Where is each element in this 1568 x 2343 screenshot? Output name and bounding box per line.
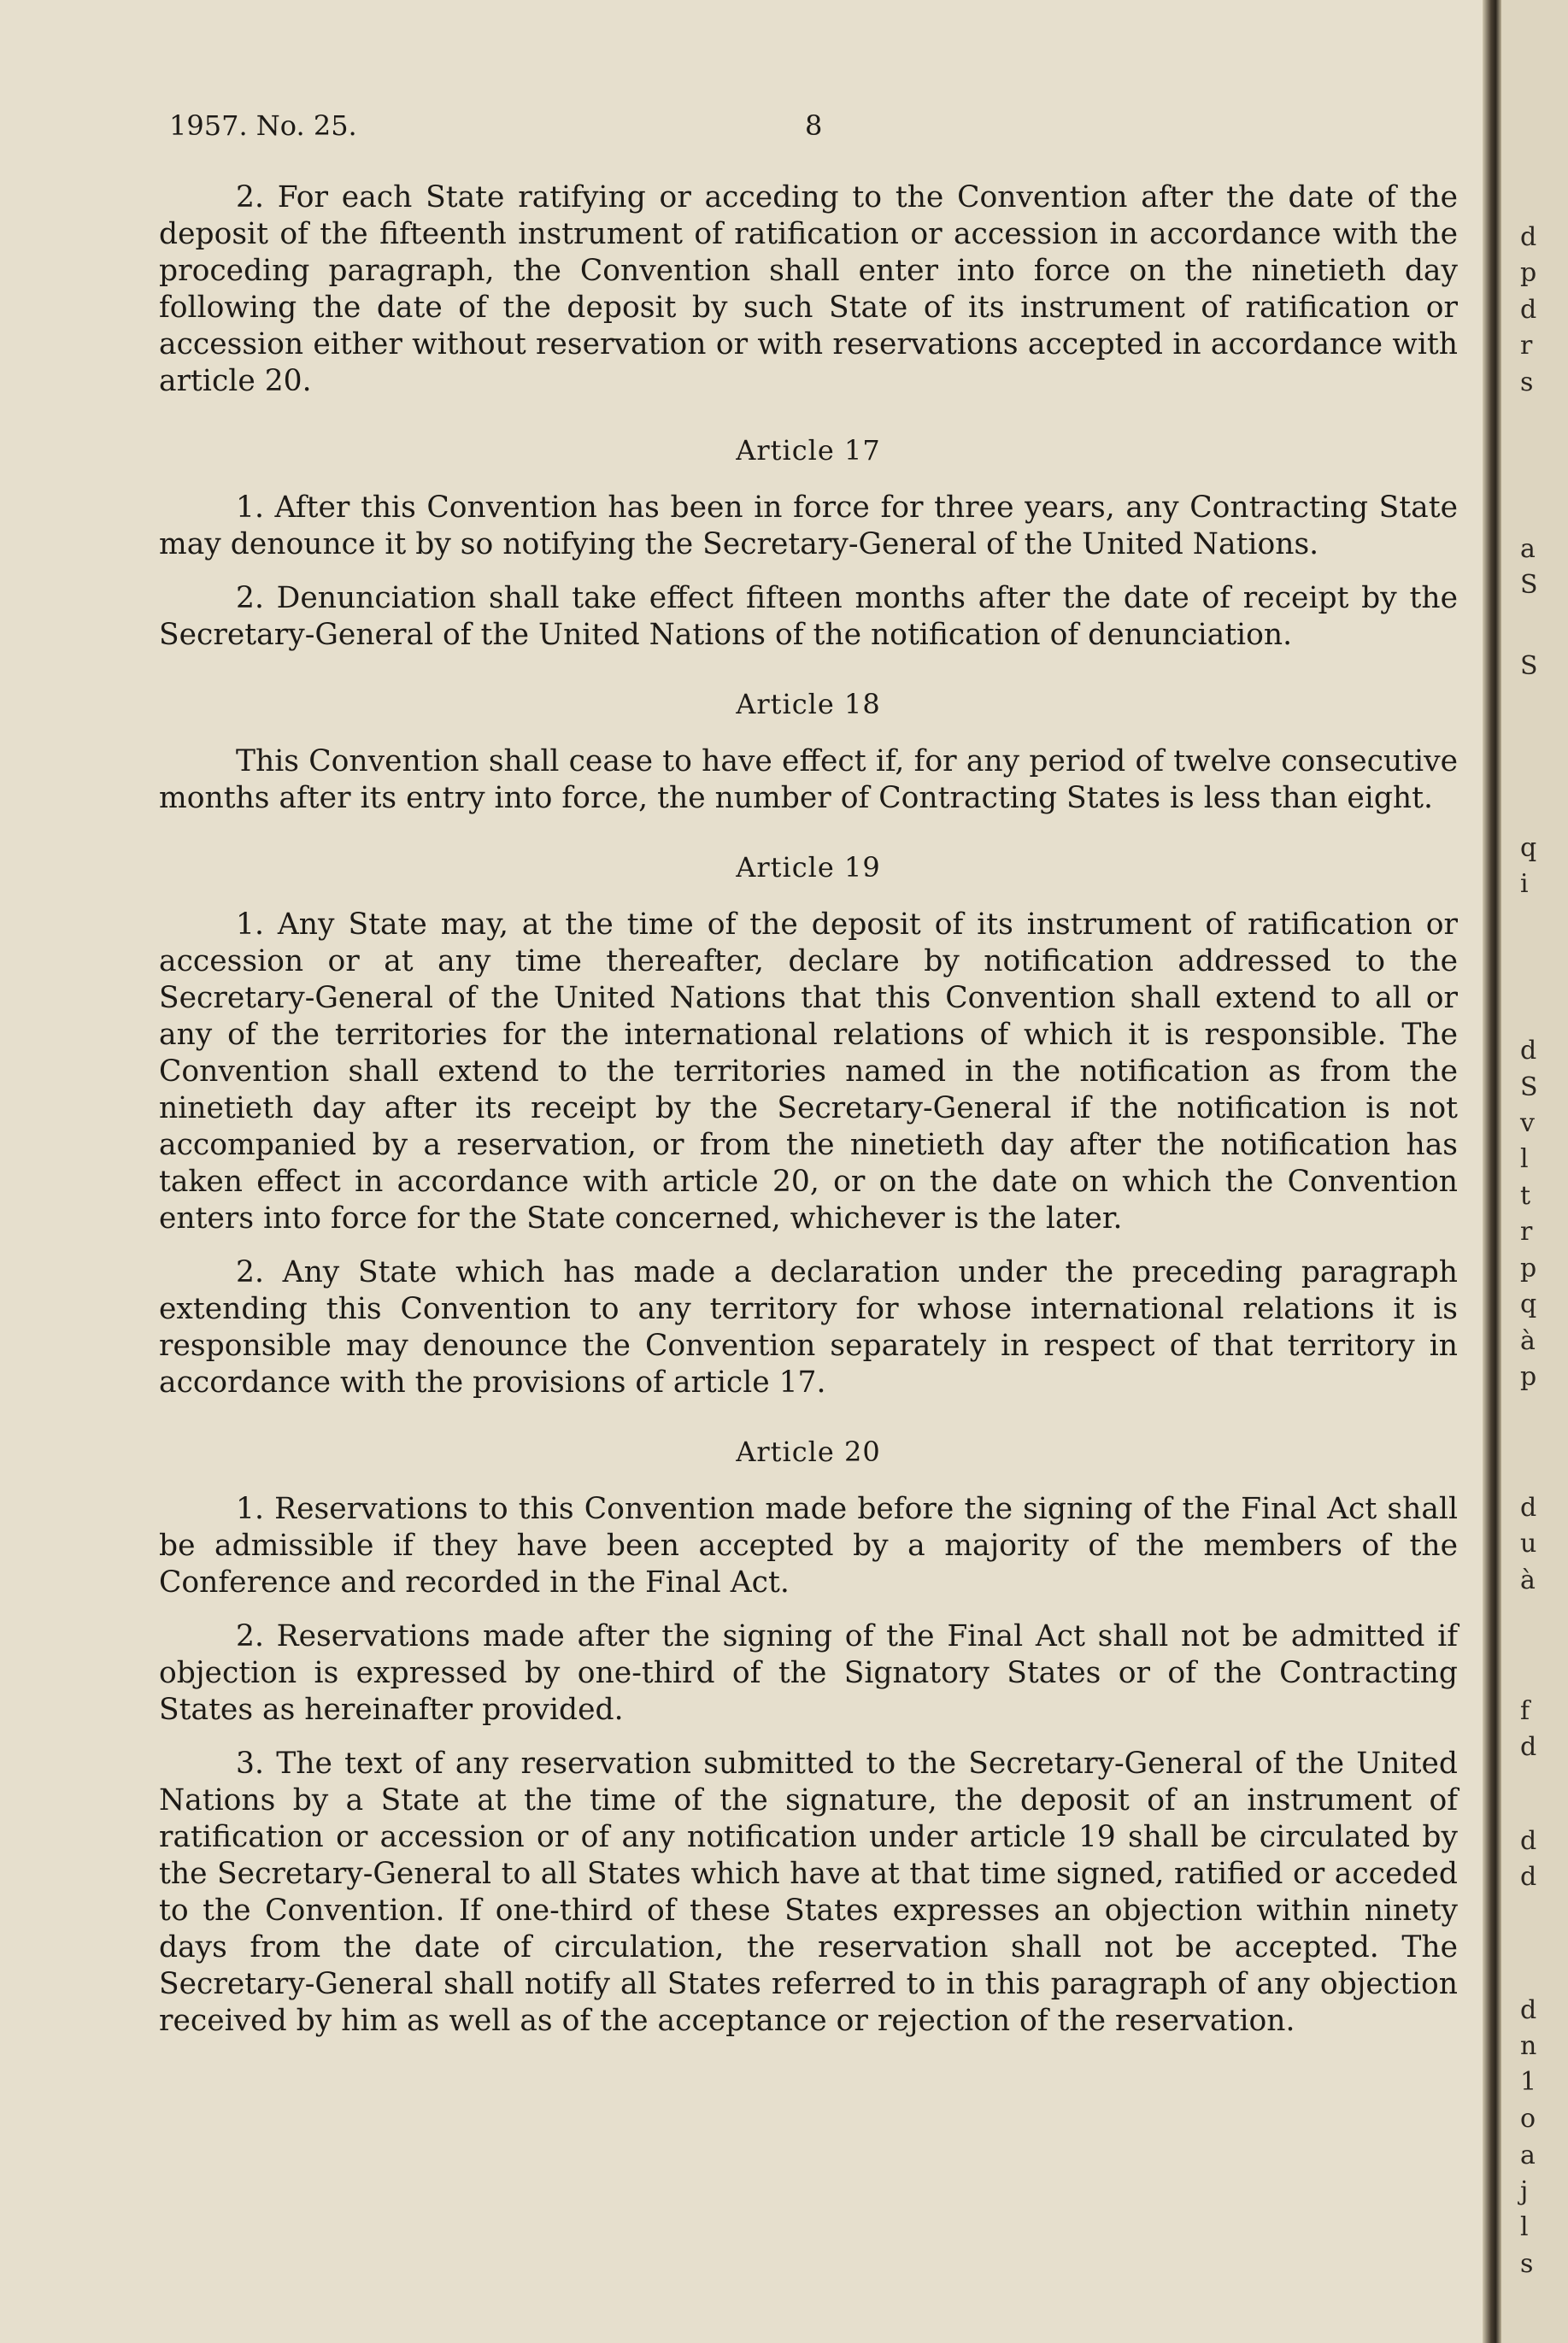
facing-page-fragment: S — [1520, 651, 1538, 681]
facing-page-fragment: q — [1520, 833, 1537, 863]
facing-page-fragment: q — [1520, 1289, 1537, 1319]
citation: 1957. No. 25. — [169, 109, 357, 142]
facing-page-fragment: d — [1520, 1493, 1537, 1523]
article-18-heading: Article 18 — [736, 688, 881, 720]
book-gutter — [1483, 0, 1501, 2343]
facing-page-fragment: d — [1520, 1995, 1537, 2025]
facing-page-fragment: p — [1520, 258, 1537, 288]
article-20-paragraph-3: 3. The text of any reservation submitted to the Secretary-General of the United Nations by a State at the time of the signature, the deposit of an instrument of ratification or accession or of any notification under article 19 shall be circulated by the Secretary-General to all States which have at that time signed, ratified or acceded to the Convention. If one-third of these States expresses an objection within ninety days from the date of circulation, the reservation shall not be accepted. The Secretary-General shall notify all States referred to in this paragraph of any objection received by him as well as of the acceptance or rejection of the reservation. — [159, 1747, 1458, 2038]
facing-page-edge — [1501, 0, 1568, 2343]
opening-paragraph: 2. For each State ratifying or acceding to the Convention after the date of the deposit of the fifteenth instrument of ratification or accession in accordance with the proceding paragraph, the Convention shall enter into force on the ninetieth day following the date of the deposit by such State of its instrument of ratification or accession either without reservation or with reservations accepted in accordance with article 20. — [159, 180, 1458, 398]
facing-page-fragment: p — [1520, 1254, 1537, 1283]
facing-page-fragment: j — [1520, 2176, 1529, 2206]
document-body — [159, 179, 1458, 2057]
facing-page-fragment: d — [1520, 1826, 1537, 1856]
facing-page-fragment: i — [1520, 869, 1529, 899]
facing-page-fragment: à — [1520, 1565, 1536, 1595]
article-19-paragraph-2: 2. Any State which has made a declaration under the preceding paragraph extending this Convention to any territory for whose international relations it is responsible may denounce the Convention separately in respect of that territory in accordance with the provisions of article 17. — [159, 1255, 1458, 1400]
facing-page-fragment: n — [1520, 2031, 1537, 2061]
article-20-paragraph-2: 2. Reservations made after the signing of the Final Act shall not be admitted if objection is expressed by one-third of the Signatory States or of the Contracting States as hereinafter provided. — [159, 1619, 1458, 1727]
page-header — [169, 109, 844, 152]
facing-page-fragment: d — [1520, 295, 1537, 325]
article-17-paragraph-2: 2. Denunciation shall take effect fifteen months after the date of receipt by the Secretary-General of the United Nations of the notification of denunciation. — [159, 581, 1458, 652]
article-17-paragraph-1: 1. After this Convention has been in force for three years, any Contracting State may denounce it by so notifying the Secretary-General of the United Nations. — [159, 490, 1458, 561]
facing-page-fragment: r — [1520, 331, 1533, 361]
facing-page-fragment: p — [1520, 1362, 1537, 1392]
facing-page-fragment: l — [1520, 1144, 1529, 1174]
article-20-heading: Article 20 — [736, 1436, 881, 1468]
facing-page-fragment: l — [1520, 2212, 1529, 2242]
facing-page-fragment: 1 — [1520, 2067, 1537, 2097]
facing-page-fragment: S — [1520, 570, 1538, 600]
facing-page-fragment: f — [1520, 1696, 1530, 1726]
facing-page-fragment: s — [1520, 367, 1534, 397]
facing-page-fragment: d — [1520, 1732, 1537, 1762]
article-19-paragraph-1: 1. Any State may, at the time of the deposit of its instrument of ratification or accession or at any time thereafter, declare by notification addressed to the Secretary-General of the United Nations that this Convention shall extend to all or any of the territories for the international relations of which it is responsible. The Convention shall extend to the territories named in the notification as from the ninetieth day after its receipt by the Secretary-General if the notification is not accompanied by a reservation, or from the ninetieth day after the notification has taken effect in accordance with article 20, or on the date on which the Convention enters into force for the State concerned, whichever is the later. — [159, 907, 1458, 1236]
facing-page-fragment: a — [1520, 2140, 1536, 2170]
page-number: 8 — [805, 109, 823, 142]
facing-page-fragment: u — [1520, 1529, 1537, 1559]
article-19-heading: Article 19 — [736, 851, 881, 884]
facing-page-fragment: à — [1520, 1326, 1536, 1356]
facing-page-fragment: a — [1520, 534, 1536, 564]
facing-page-fragment: s — [1520, 2249, 1534, 2279]
article-20-paragraph-1: 1. Reservations to this Convention made before the signing of the Final Act shall be admissible if they have been accepted by a majority of the members of the Conference and recorded in the Final Act. — [159, 1492, 1458, 1600]
facing-page-fragment: v — [1520, 1108, 1535, 1138]
facing-page-fragment: S — [1520, 1072, 1538, 1102]
article-18-paragraph: This Convention shall cease to have effect if, for any period of twelve consecutive months after its entry into force, the number of Contracting States is less than eight. — [159, 744, 1458, 815]
facing-page-fragment: t — [1520, 1181, 1531, 1211]
article-17-heading: Article 17 — [736, 434, 881, 467]
facing-page-fragment: d — [1520, 1036, 1537, 1066]
facing-page-fragment: d — [1520, 222, 1537, 252]
facing-page-fragment: d — [1520, 1862, 1537, 1892]
facing-page-fragment: r — [1520, 1217, 1533, 1247]
facing-page-fragment: o — [1520, 2104, 1536, 2134]
